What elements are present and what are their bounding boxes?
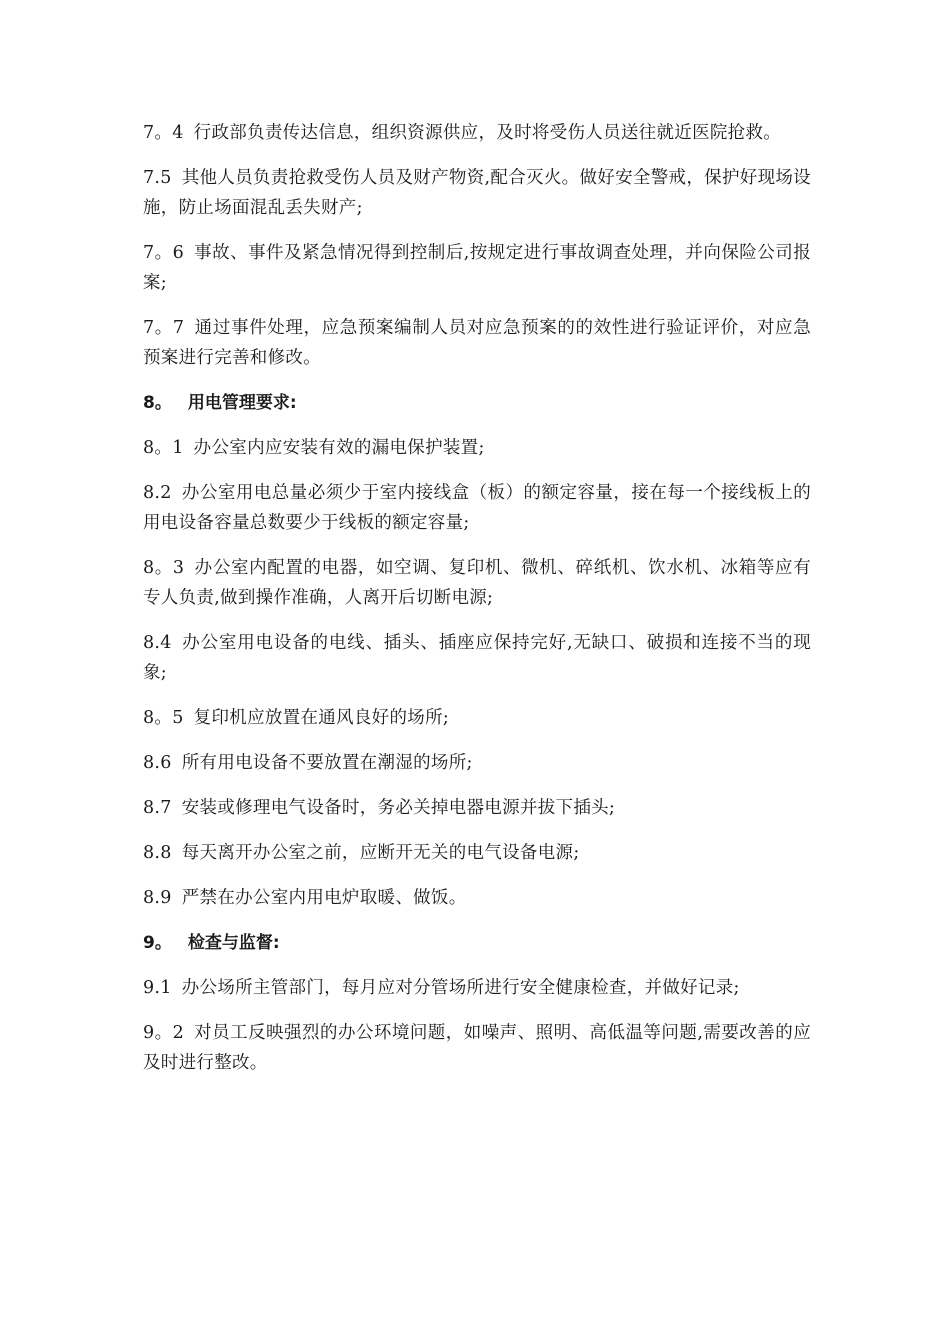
- paragraph-number: 8.6: [143, 753, 172, 773]
- paragraph-number: 8。1: [143, 438, 184, 458]
- paragraph-7-4: [143, 118, 811, 148]
- paragraph-7-6: [143, 238, 811, 298]
- paragraph-9-1: [143, 973, 811, 1003]
- paragraph-text: 每天离开办公室之前，应断开无关的电气设备电源;: [181, 843, 580, 863]
- paragraph-text: 办公室内应安装有效的漏电保护装置;: [193, 438, 485, 458]
- paragraph-text: 安装或修理电气设备时，务必关掉电器电源并拔下插头;: [181, 798, 616, 818]
- paragraph-text: 其他人员负责抢救受伤人员及财产物资,配合灭火。做好安全警戒，保护好现场设施，防止场面混乱丢失财产;: [143, 168, 811, 218]
- section-heading-9: [143, 928, 811, 958]
- paragraph-8-3: [143, 553, 811, 613]
- paragraph-number: 8.9: [143, 888, 172, 908]
- section-heading-8: [143, 388, 811, 418]
- paragraph-number: 8.4: [143, 633, 172, 653]
- paragraph-8-1: [143, 433, 811, 463]
- section-title: 用电管理要求:: [187, 393, 297, 413]
- paragraph-number: 7.5: [143, 168, 172, 188]
- paragraph-8-6: [143, 748, 811, 778]
- paragraph-text: 办公室用电总量必须少于室内接线盒（板）的额定容量，接在每一个接线板上的用电设备容量总数要少于线板的额定容量;: [143, 483, 811, 533]
- paragraph-8-9: [143, 883, 811, 913]
- paragraph-text: 复印机应放置在通风良好的场所;: [193, 708, 450, 728]
- paragraph-text: 事故、事件及紧急情况得到控制后,按规定进行事故调查处理，并向保险公司报案;: [143, 243, 812, 293]
- paragraph-8-5: [143, 703, 811, 733]
- paragraph-8-2: [143, 478, 811, 538]
- paragraph-number: 8.7: [143, 798, 172, 818]
- paragraph-9-2: [143, 1018, 811, 1078]
- paragraph-7-5: [143, 163, 811, 223]
- paragraph-8-4: [143, 628, 811, 688]
- paragraph-text: 办公场所主管部门，每月应对分管场所进行安全健康检查，并做好记录;: [181, 978, 740, 998]
- paragraph-8-8: [143, 838, 811, 868]
- paragraph-text: 对员工反映强烈的办公环境问题，如噪声、照明、高低温等问题,需要改善的应及时进行整改。: [143, 1023, 812, 1073]
- paragraph-number: 8.2: [143, 483, 172, 503]
- paragraph-number: 8。3: [143, 558, 185, 578]
- paragraph-number: 7。4: [143, 123, 184, 143]
- paragraph-number: 8。5: [143, 708, 184, 728]
- paragraph-text: 通过事件处理，应急预案编制人员对应急预案的的效性进行验证评价，对应急预案进行完善和修改。: [143, 318, 811, 368]
- paragraph-8-7: [143, 793, 811, 823]
- paragraph-number: 7。7: [143, 318, 185, 338]
- paragraph-text: 办公室内配置的电器，如空调、复印机、微机、碎纸机、饮水机、冰箱等应有专人负责,做到操作准确，人离开后切断电源;: [143, 558, 811, 608]
- section-number: 9。: [143, 933, 172, 953]
- paragraph-number: 9.1: [143, 978, 172, 998]
- paragraph-text: 严禁在办公室内用电炉取暖、做饭。: [181, 888, 467, 908]
- paragraph-number: 8.8: [143, 843, 172, 863]
- section-number: 8。: [143, 393, 172, 413]
- paragraph-text: 办公室用电设备的电线、插头、插座应保持完好,无缺口、破损和连接不当的现象;: [143, 633, 811, 683]
- paragraph-7-7: [143, 313, 811, 373]
- document-page: [143, 118, 811, 1093]
- paragraph-text: 行政部负责传达信息，组织资源供应，及时将受伤人员送往就近医院抢救。: [193, 123, 782, 143]
- section-title: 检查与监督:: [187, 933, 280, 953]
- paragraph-number: 9。2: [143, 1023, 185, 1043]
- paragraph-text: 所有用电设备不要放置在潮湿的场所;: [181, 753, 473, 773]
- paragraph-number: 7。6: [143, 243, 185, 263]
